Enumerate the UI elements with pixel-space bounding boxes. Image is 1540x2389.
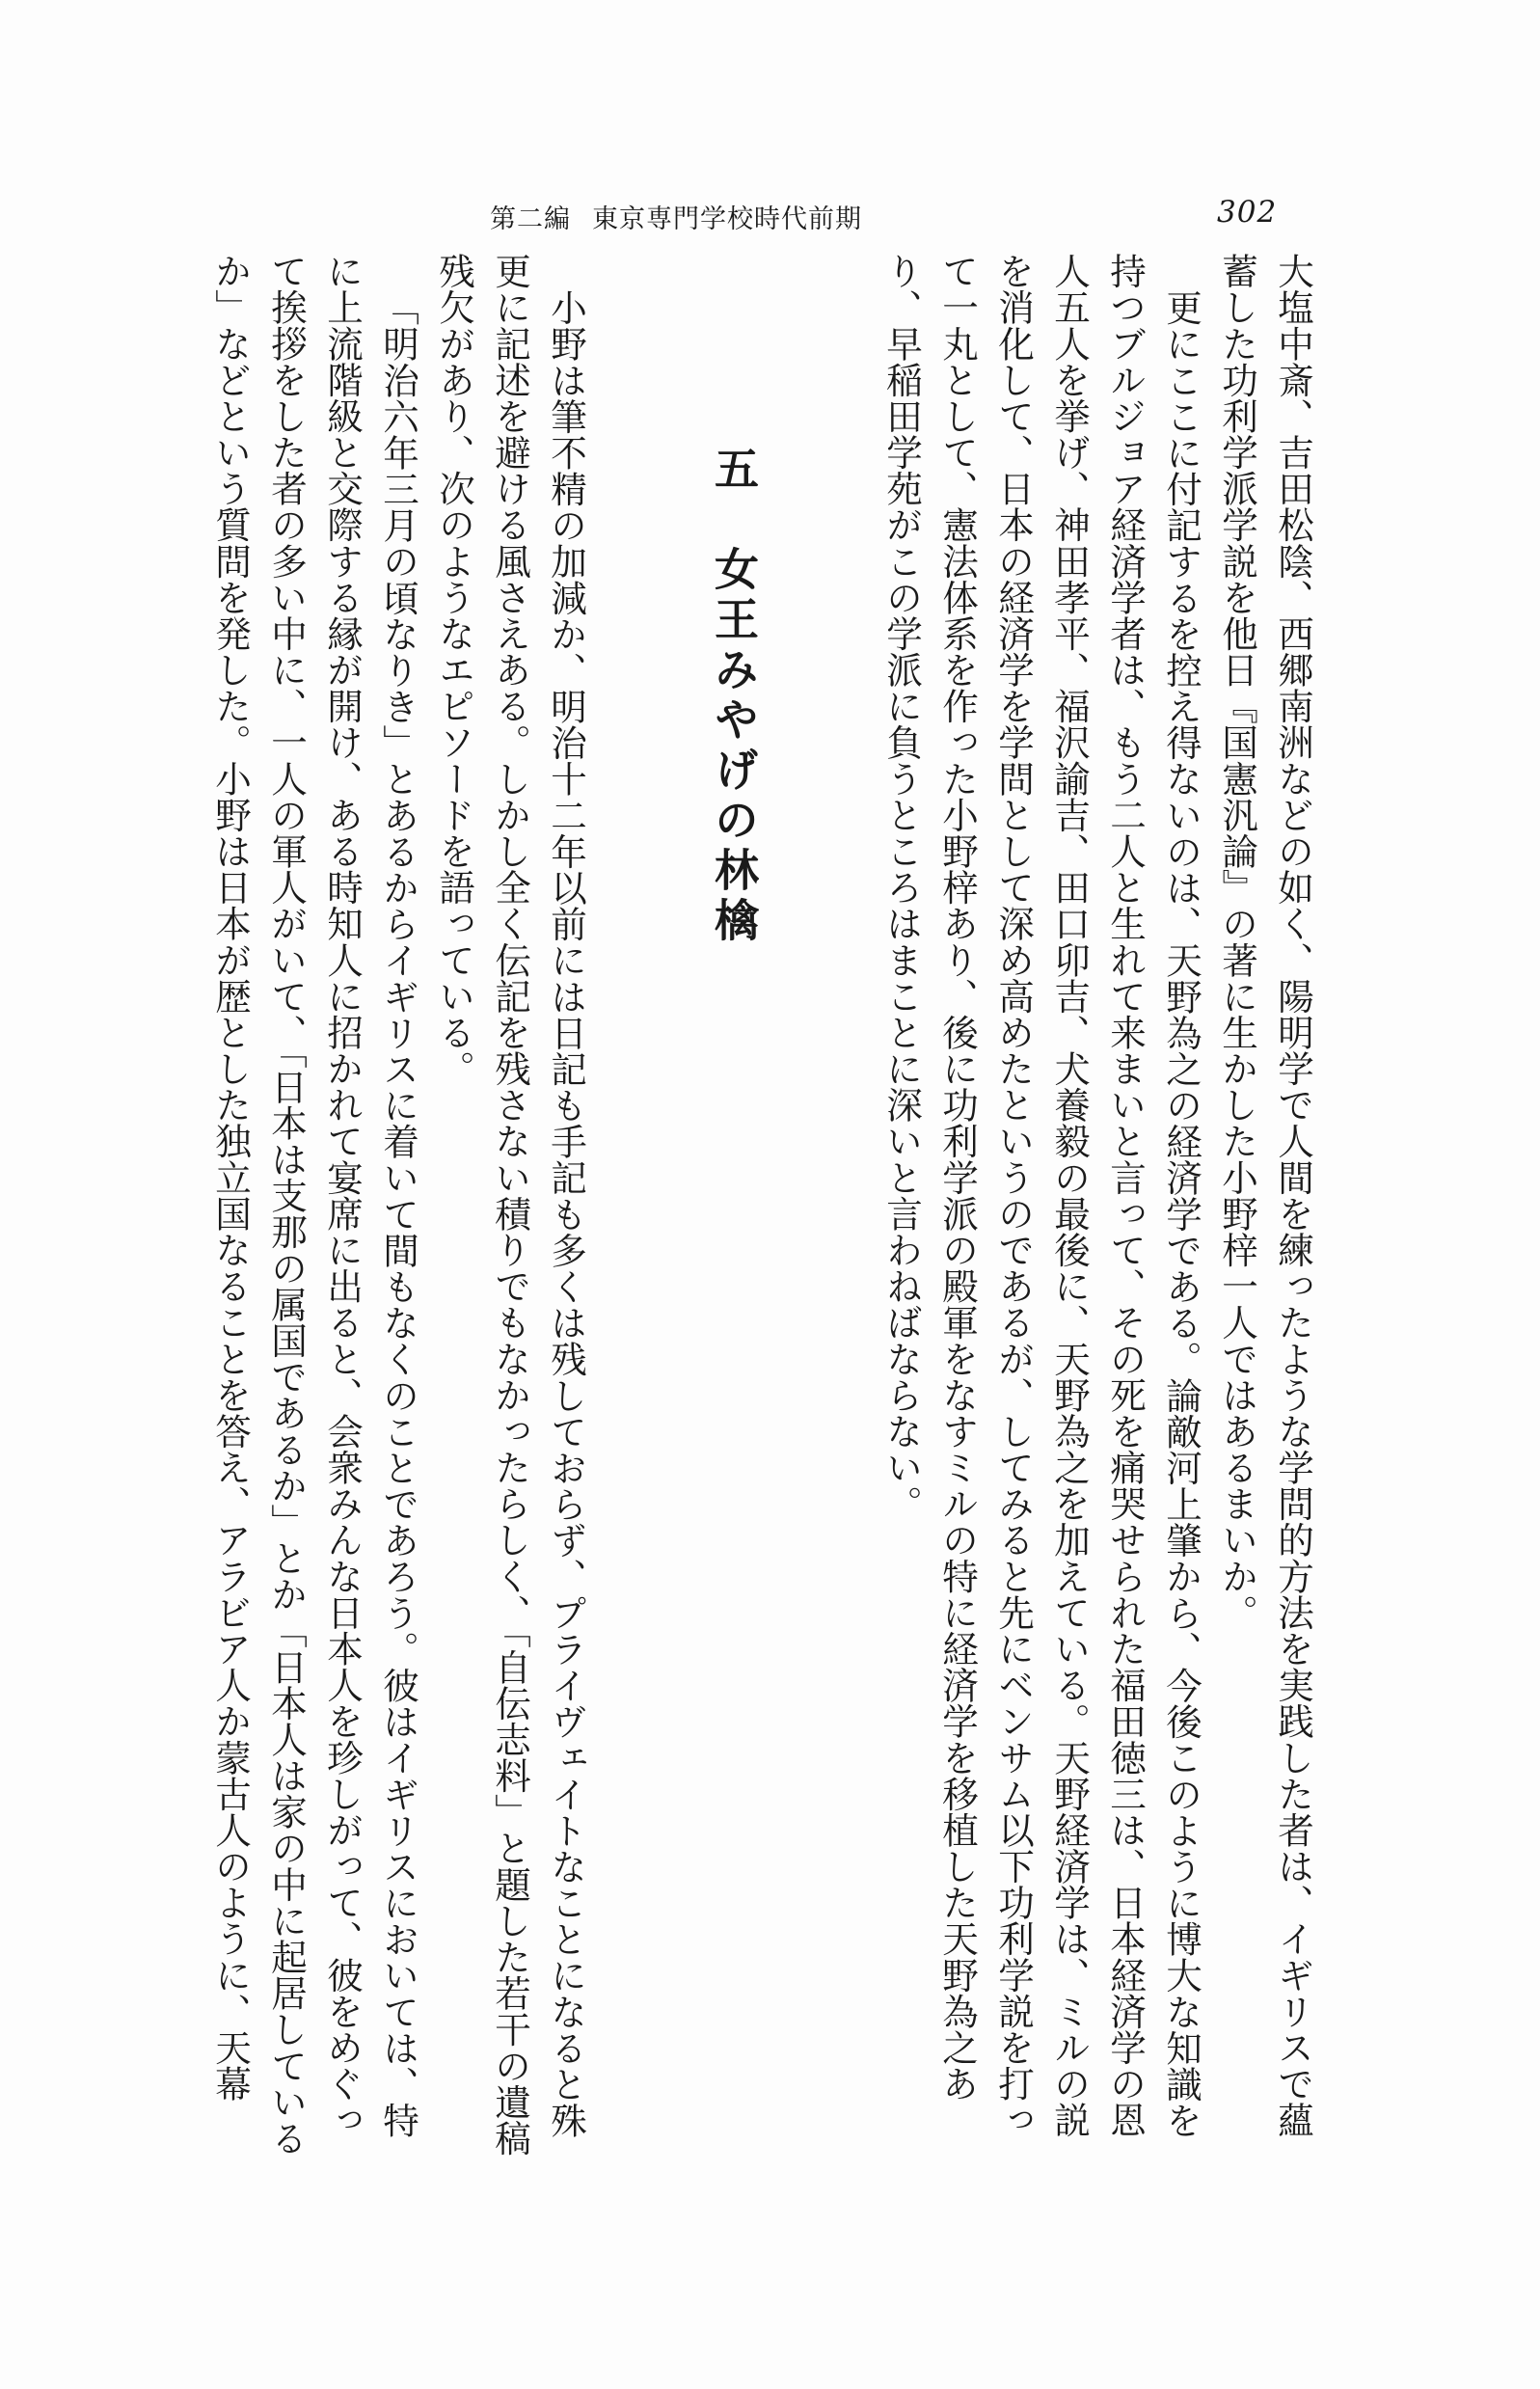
paragraph-economics: 更にここに付記するを控え得ないのは、天野為之の経済学である。論敵河上肇から、今後このように博大な知識を持つブルジョア経済学者は、もう二人と生れて来まいと言って、その死を痛哭せられた福田徳三は、日本経済学の恩人五人を挙げ、神田孝平、福沢諭吉、田口卯吉、犬養毅の最後に、天野為之を加えている。天野経済学は、ミルの説を消化して、日本の経済学を学問として深め高めたというのであるが、してみると先にベンサム以下功利学説を打って一丸として、憲法体系を作った小野梓あり、後に功利学派の殿軍をなすミルの特に経済学を移植した天野為之あり、早稲田学苑がこの学派に負うところはまことに深いと言わねばならない。 — [880, 253, 1202, 2138]
chapter-title: 東京専門学校時代前期 — [592, 204, 862, 234]
part-title: 第二編 — [490, 204, 571, 234]
page-number: 302 — [1217, 195, 1278, 230]
section-heading: 五 女王みやげの林檎 — [708, 446, 760, 947]
paragraph-meiji-six: 「明治六年三月の頃なりき」とあるからイギリスに着いて間もなくのことであろう。彼はイギリスにおいては、特に上流階級と交際する縁が開け、ある時知人に招かれて宴席に出ると、会衆みんな日本人を珍しがって、彼をめぐって挨拶をした者の多い中に、一人の軍人がいて、「日本は支那の属国であるか」とか「日本人は家の中に起居しているか」などという質問を発した。小野は日本が歴とした独立国なることを答え、アラビア人か蒙古人のように、天幕 — [209, 253, 419, 2157]
running-head — [490, 198, 862, 235]
paragraph-ono-diary: 小野は筆不精の加減か、明治十二年以前には日記も手記も多くは残しておらず、プライヴェイトなことになると殊更に記述を避ける風さえある。しかし全く伝記を残さない積りでもなかったらしく、「自伝志料」と題した若干の遺稿残欠があり、次のようなエピソードを語っている。 — [433, 253, 587, 2157]
paragraph-continued: 大塩中斎、吉田松陰、西郷南洲などの如く、陽明学で人間を練ったような学問的方法を実践した者は、イギリスで蘊蓄した功利学派学説を他日『国憲汎論』の著に生かした小野梓一人ではあるまいか。 — [1216, 253, 1314, 2138]
vertical-body-text — [209, 253, 1321, 2172]
